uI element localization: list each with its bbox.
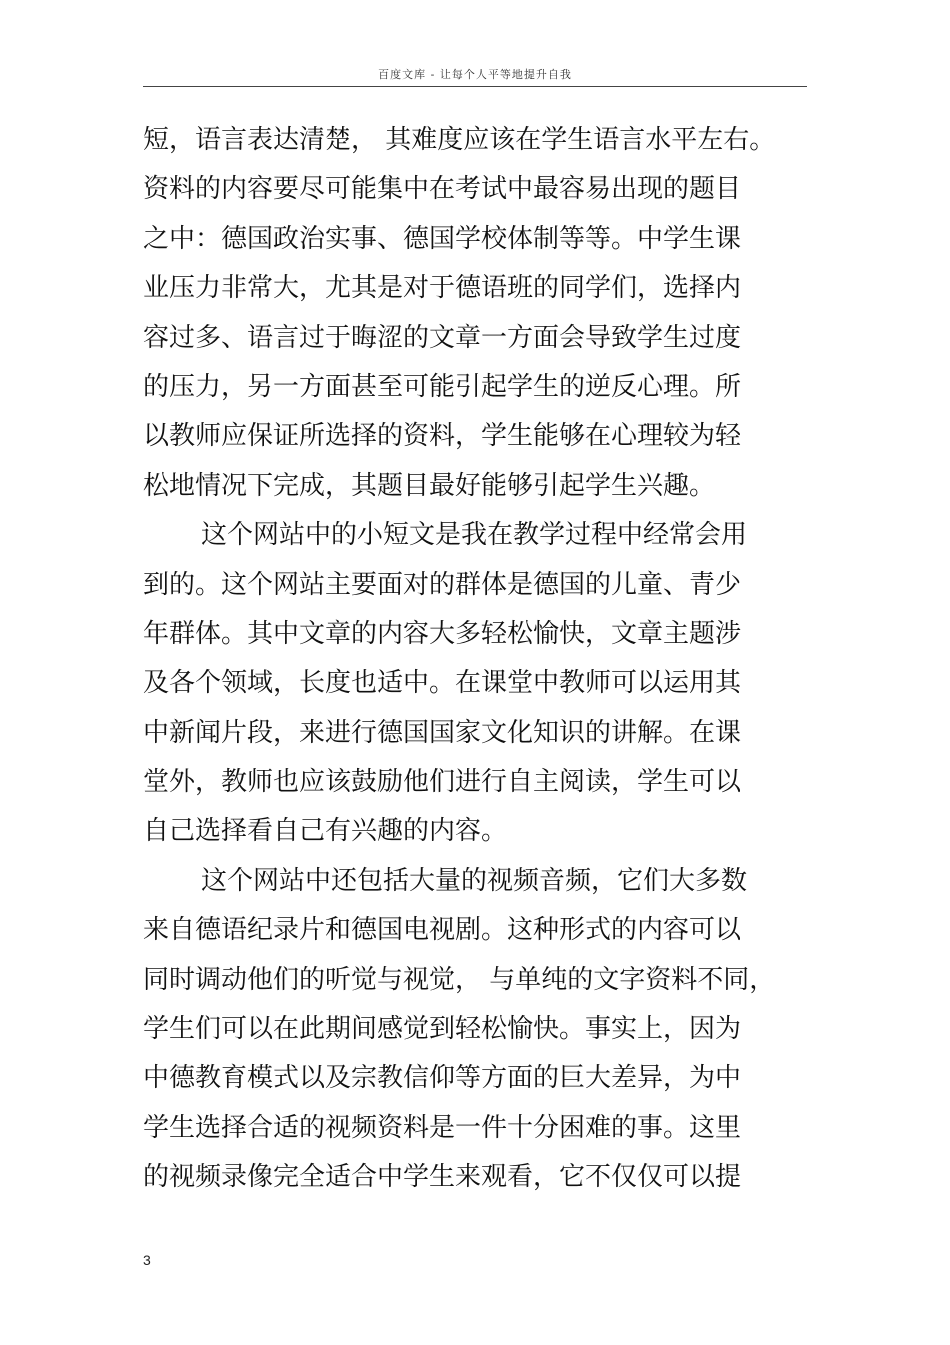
text-line: 短，语言表达清楚， 其难度应该在学生语言水平左右。 — [143, 125, 776, 155]
document-body — [143, 116, 807, 1203]
text-line: 及各个领域，长度也适中。在课堂中教师可以运用其 — [143, 668, 742, 699]
text-line: 的视频录像完全适合中学生来观看，它不仅仅可以提 — [143, 1162, 742, 1193]
paragraph-start-line: 这个网站中还包括大量的视频音频，它们大多数 — [201, 865, 748, 896]
text-line: 到的。这个网站主要面对的群体是德国的儿童、青少 — [143, 569, 742, 600]
text-line: 资料的内容要尽可能集中在考试中最容易出现的题目 — [143, 174, 742, 205]
text-line: 年群体。其中文章的内容大多轻松愉快，文章主题涉 — [143, 618, 742, 649]
paragraph-start-line: 这个网站中的小短文是我在教学过程中经常会用 — [201, 520, 748, 551]
text-line: 容过多、语言过于晦涩的文章一方面会导致学生过度 — [143, 322, 742, 353]
text-line: 学生们可以在此期间感觉到轻松愉快。事实上，因为 — [143, 1014, 742, 1045]
header-divider — [143, 86, 807, 87]
text-line: 来自德语纪录片和德国电视剧。这种形式的内容可以 — [143, 915, 742, 946]
text-line: 自己选择看自己有兴趣的内容。 — [143, 816, 508, 847]
page-header: 百度文库 - 让每个人平等地提升自我 — [378, 68, 572, 81]
text-line: 的压力，另一方面甚至可能引起学生的逆反心理。所 — [143, 371, 742, 402]
text-line: 中新闻片段，来进行德国国家文化知识的讲解。在课 — [143, 717, 742, 748]
text-line: 同时调动他们的听觉与视觉， 与单纯的文字资料不同， — [143, 964, 776, 995]
text-line: 以教师应保证所选择的资料，学生能够在心理较为轻 — [143, 421, 742, 452]
text-line: 松地情况下完成，其题目最好能够引起学生兴趣。 — [143, 470, 716, 501]
text-line: 业压力非常大，尤其是对于德语班的同学们，选择内 — [143, 273, 742, 304]
text-line: 之中：德国政治实事、德国学校体制等等。中学生课 — [143, 223, 742, 254]
text-line: 中德教育模式以及宗教信仰等方面的巨大差异，为中 — [143, 1063, 742, 1094]
page-number: 3 — [143, 1252, 151, 1268]
text-line: 学生选择合适的视频资料是一件十分困难的事。这里 — [143, 1112, 742, 1143]
text-line: 堂外，教师也应该鼓励他们进行自主阅读，学生可以 — [143, 767, 742, 798]
